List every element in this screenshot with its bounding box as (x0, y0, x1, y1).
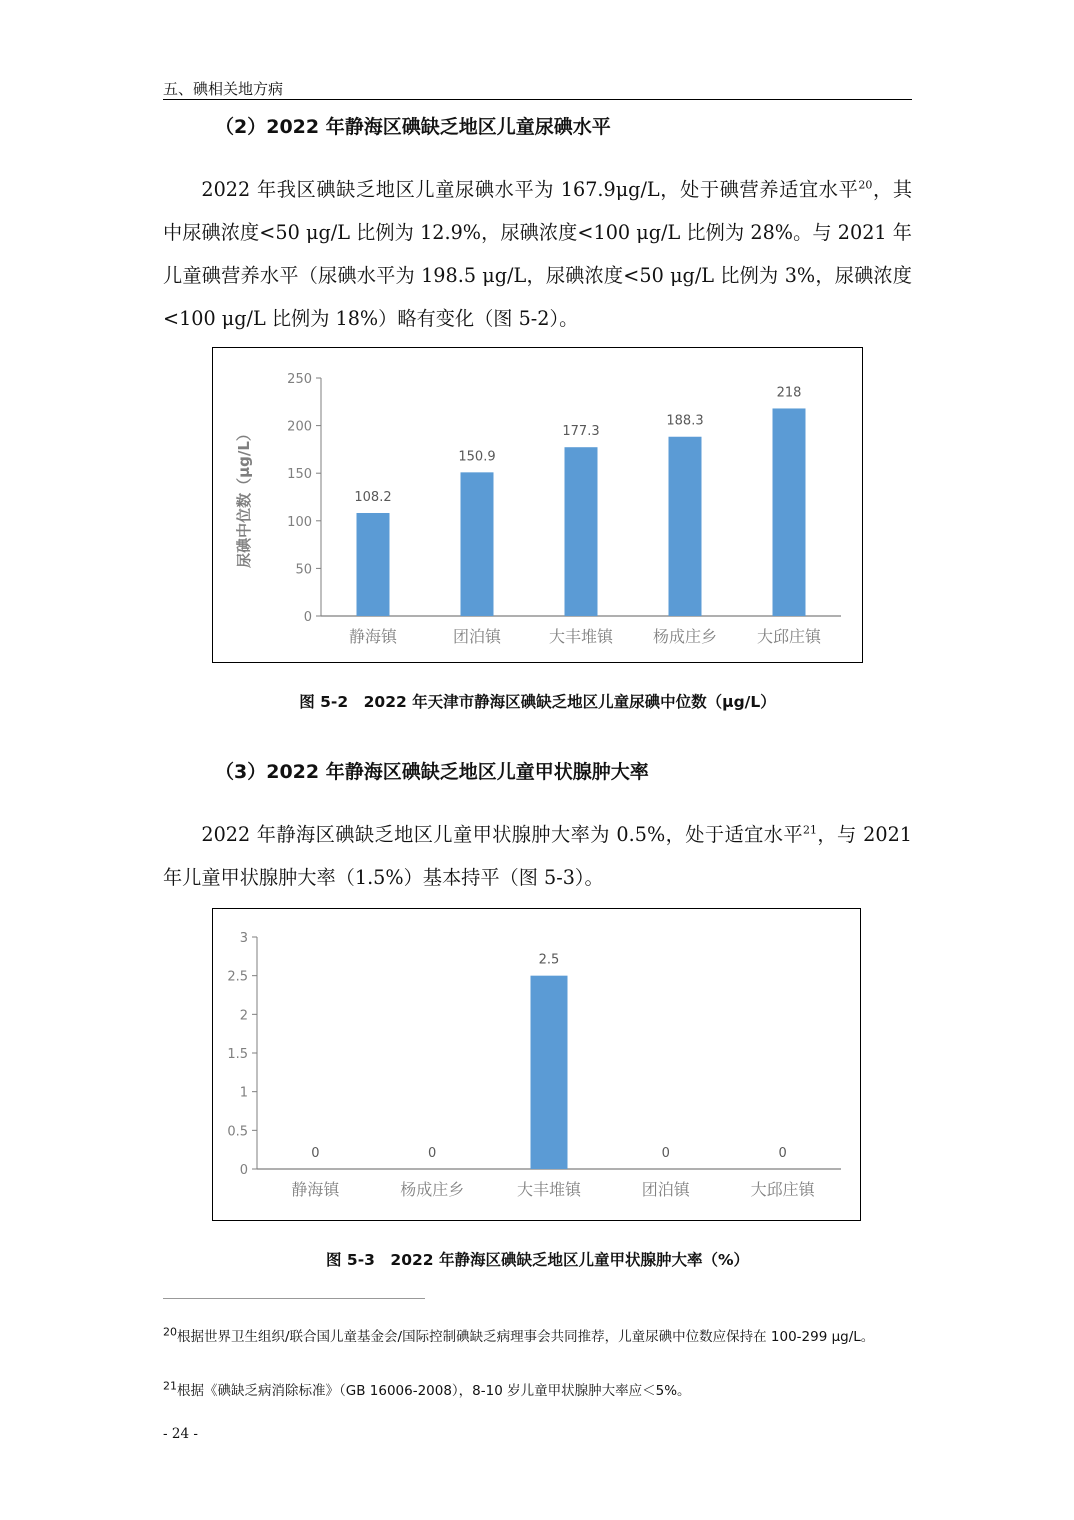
data-label: 0 (311, 1146, 320, 1161)
figure-5-2-chart (213, 348, 862, 662)
x-tick-label: 团泊镇 (452, 627, 502, 646)
figure-5-2-frame (212, 347, 863, 663)
figure-5-2-caption: 图 5-2 2022 年天津市静海区碘缺乏地区儿童尿碘中位数（μg/L） (299, 693, 776, 711)
x-tick-label: 大邱庄镇 (750, 1180, 815, 1199)
y-tick-label: 1 (239, 1085, 248, 1101)
figure-5-3-caption: 图 5-3 2022 年静海区碘缺乏地区儿童甲状腺肿大率（%） (326, 1251, 749, 1269)
footnote-21-text: 根据《碘缺乏病消除标准》（GB 16006-2008），8-10 岁儿童甲状腺肿大率应＜5%。 (177, 1383, 691, 1399)
x-tick-label: 大丰堆镇 (516, 1180, 582, 1199)
x-tick-label: 杨成庄乡 (652, 627, 718, 646)
y-tick-label: 2 (239, 1008, 248, 1024)
footnote-21 (163, 1380, 912, 1402)
bar (773, 408, 806, 616)
x-tick-label: 大邱庄镇 (756, 627, 822, 646)
data-label: 0 (428, 1146, 437, 1161)
y-tick-label: 0.5 (227, 1124, 248, 1140)
section-2-text: 2022 年我区碘缺乏地区儿童尿碘水平为 167.9μg/L，处于碘营养适宜水平 (201, 178, 859, 201)
section-3-text: 2022 年静海区碘缺乏地区儿童甲状腺肿大率为 0.5%，处于适宜水平 (201, 823, 803, 846)
y-tick-label: 250 (287, 372, 312, 387)
data-label: 0 (778, 1146, 787, 1161)
y-tick-label: 200 (287, 419, 312, 435)
bar (531, 976, 568, 1169)
y-tick-label: 0 (239, 1163, 248, 1178)
x-tick-label: 杨成庄乡 (400, 1180, 465, 1199)
figure-5-3-frame (212, 908, 861, 1221)
x-tick-label: 静海镇 (291, 1180, 340, 1199)
footnote-ref-21[interactable]: 21 (802, 823, 817, 837)
y-tick-label: 50 (295, 562, 312, 578)
section-2-text-cont: ，其中尿碘浓度<50 μg/L 比例为 12.9%，尿碘浓度<100 μg/L 比例为 28%。与 2021 年儿童碘营养水平（尿碘水平为 198.5 μg/L，尿碘浓度<50 μg/L 比例为 3%，尿碘浓度<100 μg/L 比例为 18%）略有变化（图 5-2）。 (163, 178, 913, 330)
data-label: 188.3 (666, 413, 704, 429)
x-tick-label: 静海镇 (348, 627, 398, 646)
running-header: 五、碘相关地方病 (163, 80, 284, 98)
y-tick-label: 1.5 (227, 1047, 248, 1062)
x-tick-label: 团泊镇 (641, 1180, 690, 1199)
y-tick-label: 3 (239, 931, 248, 946)
data-label: 2.5 (538, 952, 560, 968)
section-2-heading: （2）2022 年静海区碘缺乏地区儿童尿碘水平 (215, 116, 611, 138)
footnote-ref-20[interactable]: 20 (858, 178, 873, 192)
data-label: 177.3 (562, 424, 600, 440)
section-3-paragraph (163, 813, 912, 899)
section-3-heading: （3）2022 年静海区碘缺乏地区儿童甲状腺肿大率 (215, 761, 649, 783)
bar (357, 513, 390, 616)
y-tick-label: 0 (303, 610, 312, 625)
footnote-rule (163, 1298, 425, 1299)
x-tick-label: 大丰堆镇 (548, 627, 614, 646)
bar (565, 447, 598, 616)
section-3-text-cont: ，与 2021 年儿童甲状腺肿大率（1.5%）基本持平（图 5-3）。 (163, 823, 912, 889)
data-label: 108.2 (354, 489, 392, 505)
footnote-20 (163, 1326, 912, 1348)
bar (669, 437, 702, 616)
footnote-mark-21: 21 (163, 1379, 177, 1393)
y-axis-label: 尿碘中位数（μg/L） (235, 426, 253, 568)
footnote-20-text: 根据世界卫生组织/联合国儿童基金会/国际控制碘缺乏病理事会共同推荐，儿童尿碘中位数应保持在 100-299 μg/L。 (177, 1329, 875, 1345)
section-2-paragraph (163, 168, 912, 340)
bar (461, 472, 494, 616)
header-rule (163, 99, 912, 100)
data-label: 0 (661, 1146, 670, 1161)
y-tick-label: 150 (287, 467, 312, 483)
data-label: 150.9 (458, 449, 496, 465)
y-tick-label: 2.5 (227, 969, 248, 985)
data-label: 218 (776, 385, 802, 401)
page-number: - 24 - (163, 1426, 198, 1442)
y-tick-label: 100 (287, 514, 312, 530)
footnote-mark-20: 20 (163, 1325, 177, 1339)
figure-5-3-chart (213, 909, 860, 1220)
